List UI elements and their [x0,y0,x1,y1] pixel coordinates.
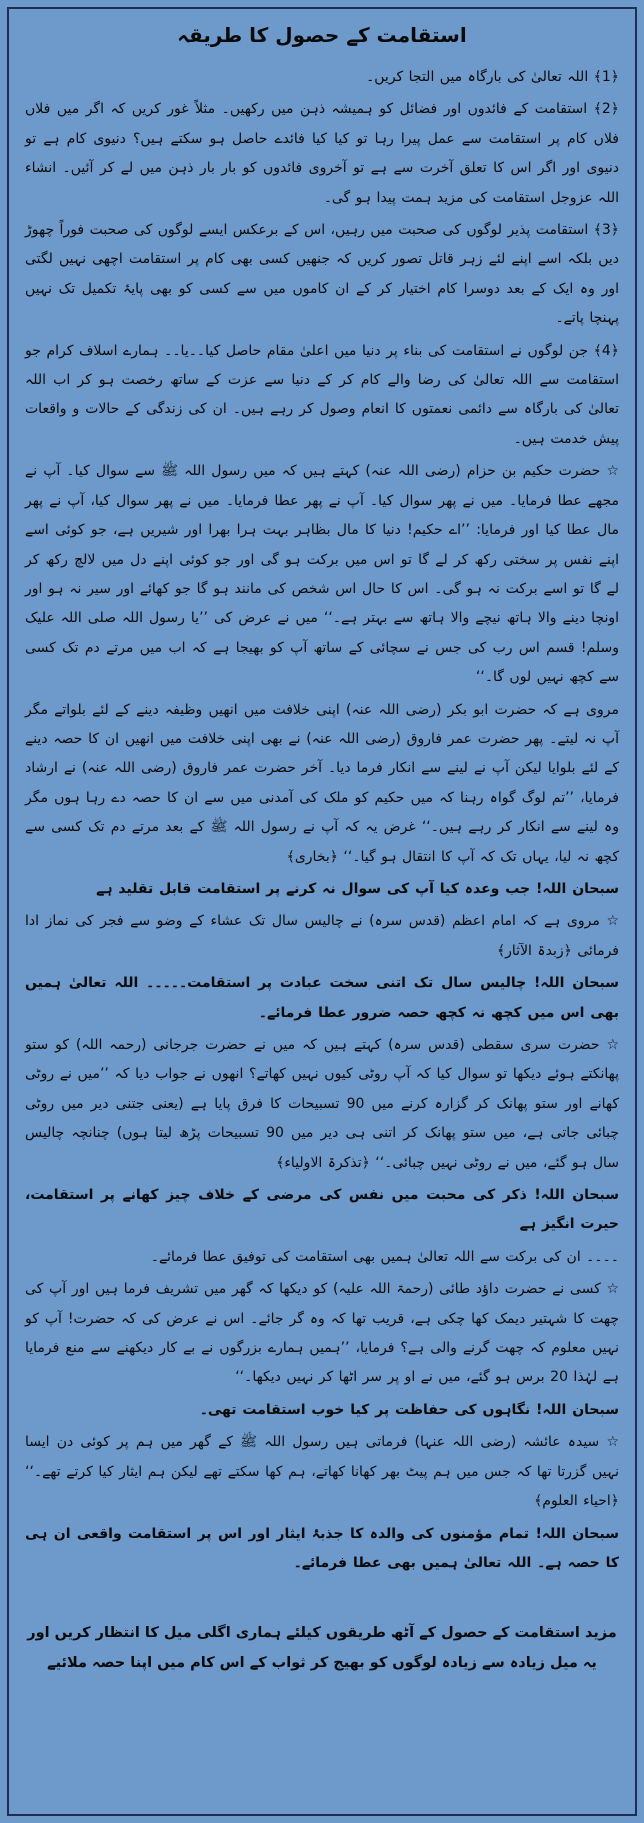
paragraph-hakim-continued: مروی ہے کہ حضرت ابو بکر (رضی اللہ عنہ) اپنی خلافت میں انھیں وظیفہ دینے کے لئے بلواتے مگر آپ نہ لیتے۔ پھر حضرت عمر فاروق (رضی اللہ عنہ) نے بھی اپنی خلافت میں انھیں ان کا حصہ دینے کے لئے بلوایا لیکن آپ نے لینے سے انکار فرما دیا۔ آخر حضرت عمر فاروق (رضی اللہ عنہ) نے ارشاد فرمایا، ’’تم لوگ گواہ رہنا کہ میں حکیم کو ملک کی آمدنی میں سے ان کا حصہ دے رہا ہوں مگر وہ لینے سے انکار کر رہے ہیں۔‘‘ غرض یہ کہ آپ نے رسول اللہ ﷺ کے بعد مرتے دم تک کسی سے کچھ نہ لیا، یہاں تک کہ آپ کا انتقال ہو گیا۔‘‘ ﴿بخاری﴾ [25,701,619,865]
paragraph-aisha: ☆ سیدہ عائشہ (رضی اللہ عنہا) فرماتی ہیں رسول اللہ ﷺ کے گھر میں ہم پر کوئی دن ایسا نہیں گزرتا تھا کہ جس میں ہم پیٹ بھر کھانا کھاتے، ہم کھا سکتے تھے لیکن ہم ایثار کیا کرتے تھے۔‘‘ ﴿احیاء العلوم﴾ [25,1434,619,1510]
content-frame [7,7,637,1816]
remark-3: سبحان اللہ! ذکر کی محبت میں نفس کی مرضی کے خلاف چیز کھانے پر استقامت، حیرت انگیز ہے [25,1187,619,1233]
paragraph-4: ﴿4﴾ جن لوگوں نے استقامت کی بناء پر دنیا میں اعلیٰ مقام حاصل کیا۔۔یا۔۔ ہمارے اسلاف کرام جو استقامت سے اللہ تعالیٰ کی رضا والے کام کر کے دنیا سے عزت کے ساتھ رخصت ہو کر اب اللہ تعالیٰ کی بارگاہ سے دائمی نعمتوں کا انعام وصول کر رہے ہیں۔ ان کی زندگی کے حالات و واقعات پیش خدمت ہیں۔ [25,342,619,447]
footer-note: مزید استقامت کے حصول کے آٹھ طریقوں کیلئے ہماری اگلی میل کا انتظار کریں اور یہ میل زیادہ سے زیادہ لوگوں کو بھیج کر ثواب کے اس کام میں اپنا حصہ ملائیے [27,1625,617,1672]
remark-2: سبحان اللہ! چالیس سال تک اتنی سخت عبادت پر استقامت۔۔۔۔۔ اللہ تعالیٰ ہمیں بھی اس میں کچھ نہ کچھ حصہ ضرور عطا فرمائے۔ [25,975,619,1021]
paragraph-sari: ☆ حضرت سری سقطی (قدس سرہ) کہتے ہیں کہ میں نے حضرت جرجانی (رحمہ اللہ) کو ستو پھانکتے ہوئے دیکھا تو سوال کیا کہ آپ روٹی کیوں نہیں کھاتے؟ انھوں نے جواب دیا کہ ’’میں نے روٹی کھانے اور ستو پھانک کر گزارہ کرنے میں 90 تسبیحات کا فرق پایا ہے (یعنی جتنی دیر میں روٹی چبائی جاتی ہے، میں ستو پھانک کر اتنی ہی دیر میں 90 تسبیحات پڑھ لیتا ہوں) چنانچہ چالیس سال ہو گئے، میں نے روٹی نہیں چبائی۔‘‘ ﴿تذکرۃ الاولیاء﴾ [25,1037,619,1171]
remark-1: سبحان اللہ! جب وعدہ کیا آپ کی سوال نہ کرنے پر استقامت قابل تقلید ہے [96,880,619,897]
paragraph-2: ﴿2﴾ استقامت کے فائدوں اور فضائل کو ہمیشہ ذہن میں رکھیں۔ مثلاً غور کریں کہ اگر میں فلاں فلاں کام پر استقامت سے عمل پیرا رہا تو کیا کیا فائدے حاصل ہو سکتے ہیں؟ دنیوی کام ہے تو دنیوی اور اگر اس کا تعلق آخرت سے ہے تو آخروی فائدوں کو بار بار ذہن میں لے کر آئیں۔ انشاء اللہ عزوجل استقامت کی مزید ہمت پیدا ہو گی۔ [25,101,619,206]
remark-4: سبحان اللہ! نگاہوں کی حفاظت پر کیا خوب استقامت تھی۔ [199,1401,619,1418]
remark-5: سبحان اللہ! تمام مؤمنوں کی والدہ کا جذبۂ ایثار اور اس پر استقامت واقعی ان ہی کا حصہ ہے۔ اللہ تعالیٰ ہمیں بھی عطا فرمائے۔ [25,1525,619,1571]
paragraph-daud: ☆ کسی نے حضرت داؤد طائی (رحمۃ اللہ علیہ) کو دیکھا کہ گھر میں تشریف فرما ہیں اور آپ کی چھت کا شہتیر دیمک کھا چکی ہے، قریب تھا کہ وہ گر جائے۔ اس نے عرض کی کہ حضرت! آپ کو نہیں معلوم کہ چھت گرنے والی ہے؟ فرمایا، ’’ہمیں ہمارے بزرگوں نے بے کار دیکھنے سے منع فرمایا ہے لہٰذا 20 برس ہو گئے، میں نے او پر سر اٹھا کر نہیں دیکھا۔‘‘ [25,1281,619,1386]
paragraph-1: ﴿1﴾ اللہ تعالیٰ کی بارگاہ میں التجا کریں۔ [366,69,619,85]
page-title: استقامت کے حصول کا طریقہ [177,23,467,47]
paragraph-imam: ☆ مروی ہے کہ امام اعظم (قدس سرہ) نے چالیس سال تک عشاء کے وضو سے فجر کی نماز ادا فرمائی ﴿زبدۃ الآثار﴾ [25,913,619,959]
remark-3-continued: ۔۔۔۔ ان کی برکت سے اللہ تعالیٰ ہمیں بھی استقامت کی توفیق عطا فرمائے۔ [150,1248,619,1265]
paragraph-hakim: ☆ حضرت حکیم بن حزام (رضی اللہ عنہ) کہتے ہیں کہ میں رسول اللہ ﷺ سے سوال کیا۔ آپ نے مجھے عطا فرمایا۔ میں نے پھر سوال کیا۔ آپ نے پھر عطا فرمایا۔ میں نے پھر سوال کیا، آپ نے پھر مال عطا کیا اور فرمایا: ’’اے حکیم! دنیا کا مال بظاہر بہت ہرا بھرا اور شیریں ہے، جو کوئی اسے اپنے نفس پر سختی رکھ کر لے گا تو اس میں برکت ہو گی اور جو کوئی اپنے دل میں لالچ رکھ کر لے گا تو اسے برکت نہ ہو گی۔ اس کا حال اس شخص کی مانند ہو گا جو کھائے اور سیر نہ ہو اور اونچا دینے والا ہاتھ نیچے والا ہاتھ سے بہتر ہے۔‘‘ میں نے عرض کی ’’یا رسول اللہ صلی اللہ علیک وسلم! قسم اس رب کی جس نے سچائی کے ساتھ آپ کو بھیجا ہے کہ اب میں مرتے دم تک کسی سے کچھ نہیں لوں گا۔‘‘ [25,463,619,686]
paragraph-3: ﴿3﴾ استقامت پذیر لوگوں کی صحبت میں رہیں، اس کے برعکس ایسے لوگوں کی صحبت فوراً چھوڑ دیں بلکہ اسے اپنے لئے زہر قاتل تصور کریں کہ جنھیں کسی بھی کام پر استقامت اچھی نہیں لگتی اور وہ ایک کے بعد دوسرا کام اختیار کر کے ان کاموں میں سے کسی کو بھی پایۂ تکمیل تک نہیں پہنچا پاتے۔ [25,222,619,327]
